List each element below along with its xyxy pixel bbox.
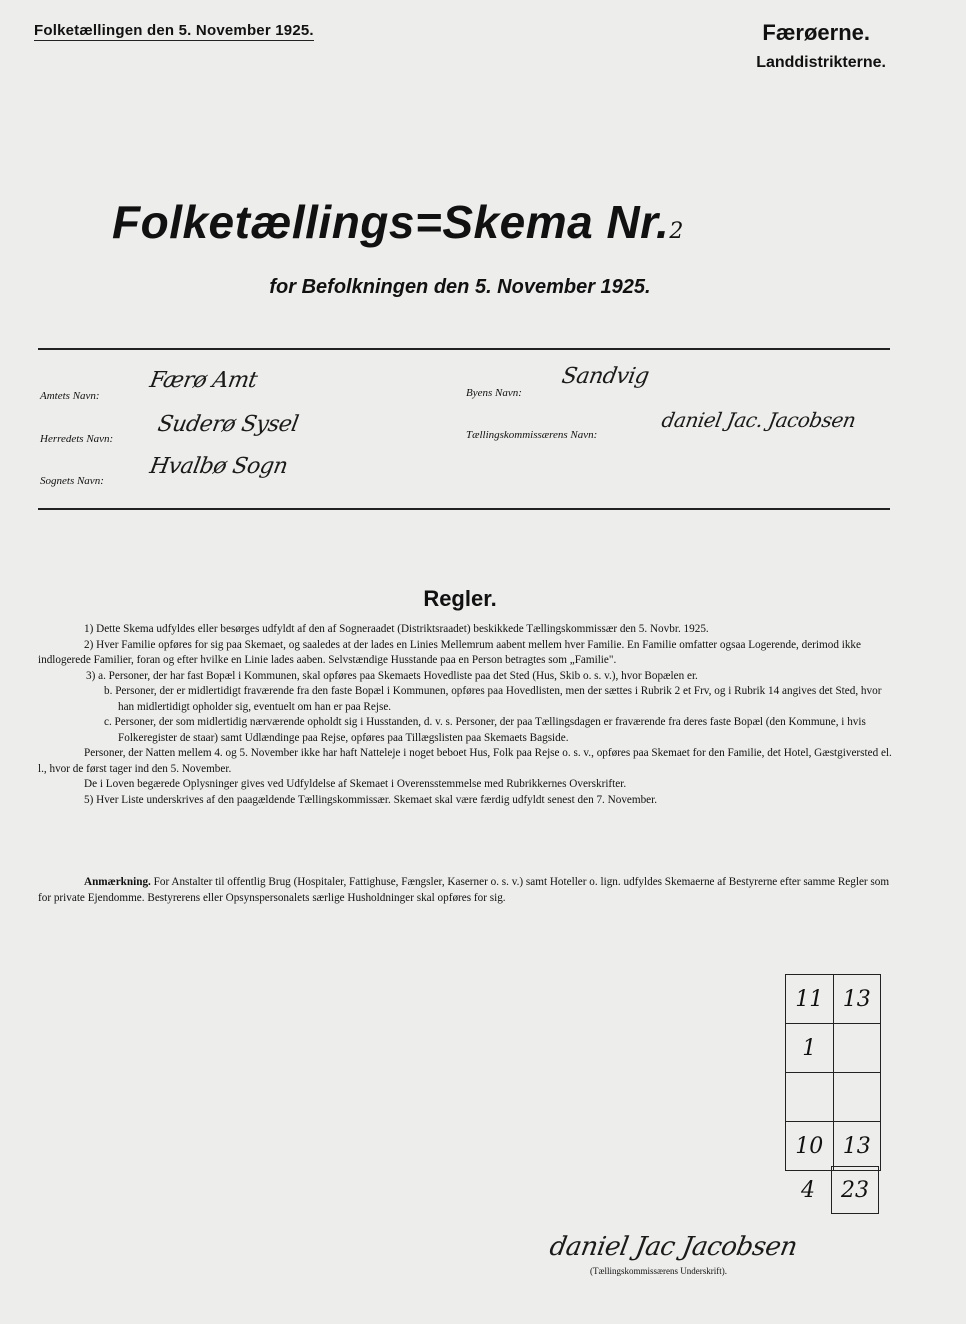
bottom-rule bbox=[38, 508, 890, 510]
tally-cell bbox=[786, 1073, 834, 1121]
kommissaer-value: daniel Jac. Jacobsen bbox=[659, 408, 858, 432]
tally-cell: 13 bbox=[842, 1133, 871, 1159]
tally-total-cell: 23 bbox=[831, 1166, 879, 1214]
district-heading: Landdistrikterne. bbox=[756, 54, 886, 71]
amt-value: Færø Amt bbox=[147, 368, 260, 393]
annotation-label: Anmærkning. bbox=[84, 876, 151, 888]
herred-value: Suderø Sysel bbox=[155, 412, 301, 437]
tally-cell bbox=[834, 1024, 881, 1072]
kommissaer-field bbox=[466, 425, 597, 443]
tally-cell: 11 bbox=[786, 975, 834, 1023]
tally-cell: 10 bbox=[786, 1122, 834, 1170]
tally-row bbox=[786, 975, 880, 1024]
by-label: Byens Navn: bbox=[466, 387, 522, 399]
sogn-label: Sognets Navn: bbox=[40, 475, 104, 487]
census-header-left: Folketællingen den 5. November 1925. bbox=[34, 22, 314, 39]
region-heading: Færøerne. bbox=[762, 20, 870, 45]
form-title bbox=[112, 195, 684, 249]
rule-5: 5) Hver Liste underskrives af den paagældende Tællingskommissær. Skemaet skal være færdig udfyldt senest den 7. November. bbox=[84, 793, 658, 806]
tally-cell: 1 bbox=[786, 1024, 834, 1072]
regler-text bbox=[38, 622, 894, 808]
rule-3b: b. Personer, der er midlertidigt fraværende fra den faste Bopæl i Kommunen, opføres paa Hovedlisten, men der sættes i Rubrik 2 et Frv, og i Rubrik 14 angives det Sted, hvor han midlertidigt opholder sig, eventuelt om han er paa Rejse. bbox=[104, 685, 882, 713]
tally-total-row bbox=[785, 1166, 879, 1214]
tally-row bbox=[786, 1073, 880, 1122]
regler-heading: Regler. bbox=[423, 586, 497, 611]
kommissaer-signature: daniel Jac Jacobsen bbox=[547, 1232, 800, 1262]
tally-cell: 13 bbox=[842, 986, 871, 1012]
by-field bbox=[466, 383, 522, 401]
tally-grid bbox=[785, 974, 881, 1171]
by-value: Sandvig bbox=[559, 364, 651, 389]
form-subtitle: for Befolkningen den 5. November 1925. bbox=[269, 276, 651, 298]
rule-3c: c. Personer, der som midlertidig nærværende opholdt sig i Husstanden, d. v. s. Personer, der paa Tællingsdagen er fraværende fra deres faste Bopæl (den Kommune, i hvis Folkeregister de staar) samt Udlændinge paa Rejse, opføres paa Tillægslisten paa Skemaets Bagside. bbox=[104, 716, 866, 744]
annotation bbox=[38, 874, 894, 906]
rule-3d: Personer, der Natten mellem 4. og 5. November ikke har haft Natteleje i noget beboet Hus, Folk paa Rejse o. s. v., opføres paa Skemaet for den Familie, det Hotel, Gæstgiversted el. l., hvor de først tager ind den 5. November. bbox=[38, 747, 892, 775]
form-title-text: Folketællings=Skema Nr. bbox=[112, 196, 670, 248]
rule-1: 1) Dette Skema udfyldes eller besørges udfyldt af den af Sogneraadet (Distriktsraadet) beskikkede Tællingskommissær den 5. Novbr. 1925. bbox=[84, 623, 709, 635]
kommissaer-label: Tællingskommissærens Navn: bbox=[466, 429, 598, 441]
tally-cell bbox=[834, 1073, 881, 1121]
top-rule bbox=[38, 348, 890, 350]
sogn-value: Hvalbø Sogn bbox=[147, 454, 290, 479]
amt-field bbox=[40, 386, 100, 404]
tally-total-cell: 4 bbox=[801, 1177, 815, 1203]
rule-4: De i Loven begærede Oplysninger gives ved Udfyldelse af Skemaet i Overensstemmelse med Rubrikkernes Overskrifter. bbox=[84, 778, 627, 790]
herred-field bbox=[40, 429, 113, 447]
tally-row bbox=[786, 1122, 880, 1170]
rule-2: 2) Hver Familie opføres for sig paa Skemaet, og saaledes at der lades en Linies Mellemrum aabent mellem hver Familie. En Familie omfatter ogsaa Logerende, derimod ikke indlogerede Familier, foran og efter hvilke en Linie lades aaben. Selvstændige Husstande paa en Person betragtes som „Familie". bbox=[38, 638, 861, 666]
sogn-field bbox=[40, 471, 104, 489]
rule-3a: 3) a. Personer, der har fast Bopæl i Kommunen, skal opføres paa Skemaets Hovedliste paa det Sted (Hus, Skib o. s. v.), hvor Bopælen er. bbox=[86, 669, 698, 682]
tally-row bbox=[786, 1024, 880, 1073]
amt-label: Amtets Navn: bbox=[40, 390, 100, 402]
annotation-text: For Anstalter til offentlig Brug (Hospitaler, Fattighuse, Fængsler, Kaserner o. s. v.) samt Hoteller o. lign. udfyldes Skemaerne af Bestyrerne efter samme Regler som for private Ejendomme. Bestyrerens eller Opsynspersonalets særlige Husholdninger skal opføres for sig. bbox=[38, 876, 890, 904]
form-number: 2 bbox=[669, 219, 684, 244]
herred-label: Herredets Navn: bbox=[40, 433, 114, 445]
signature-caption: (Tællingskommissærens Underskrift). bbox=[590, 1266, 727, 1276]
